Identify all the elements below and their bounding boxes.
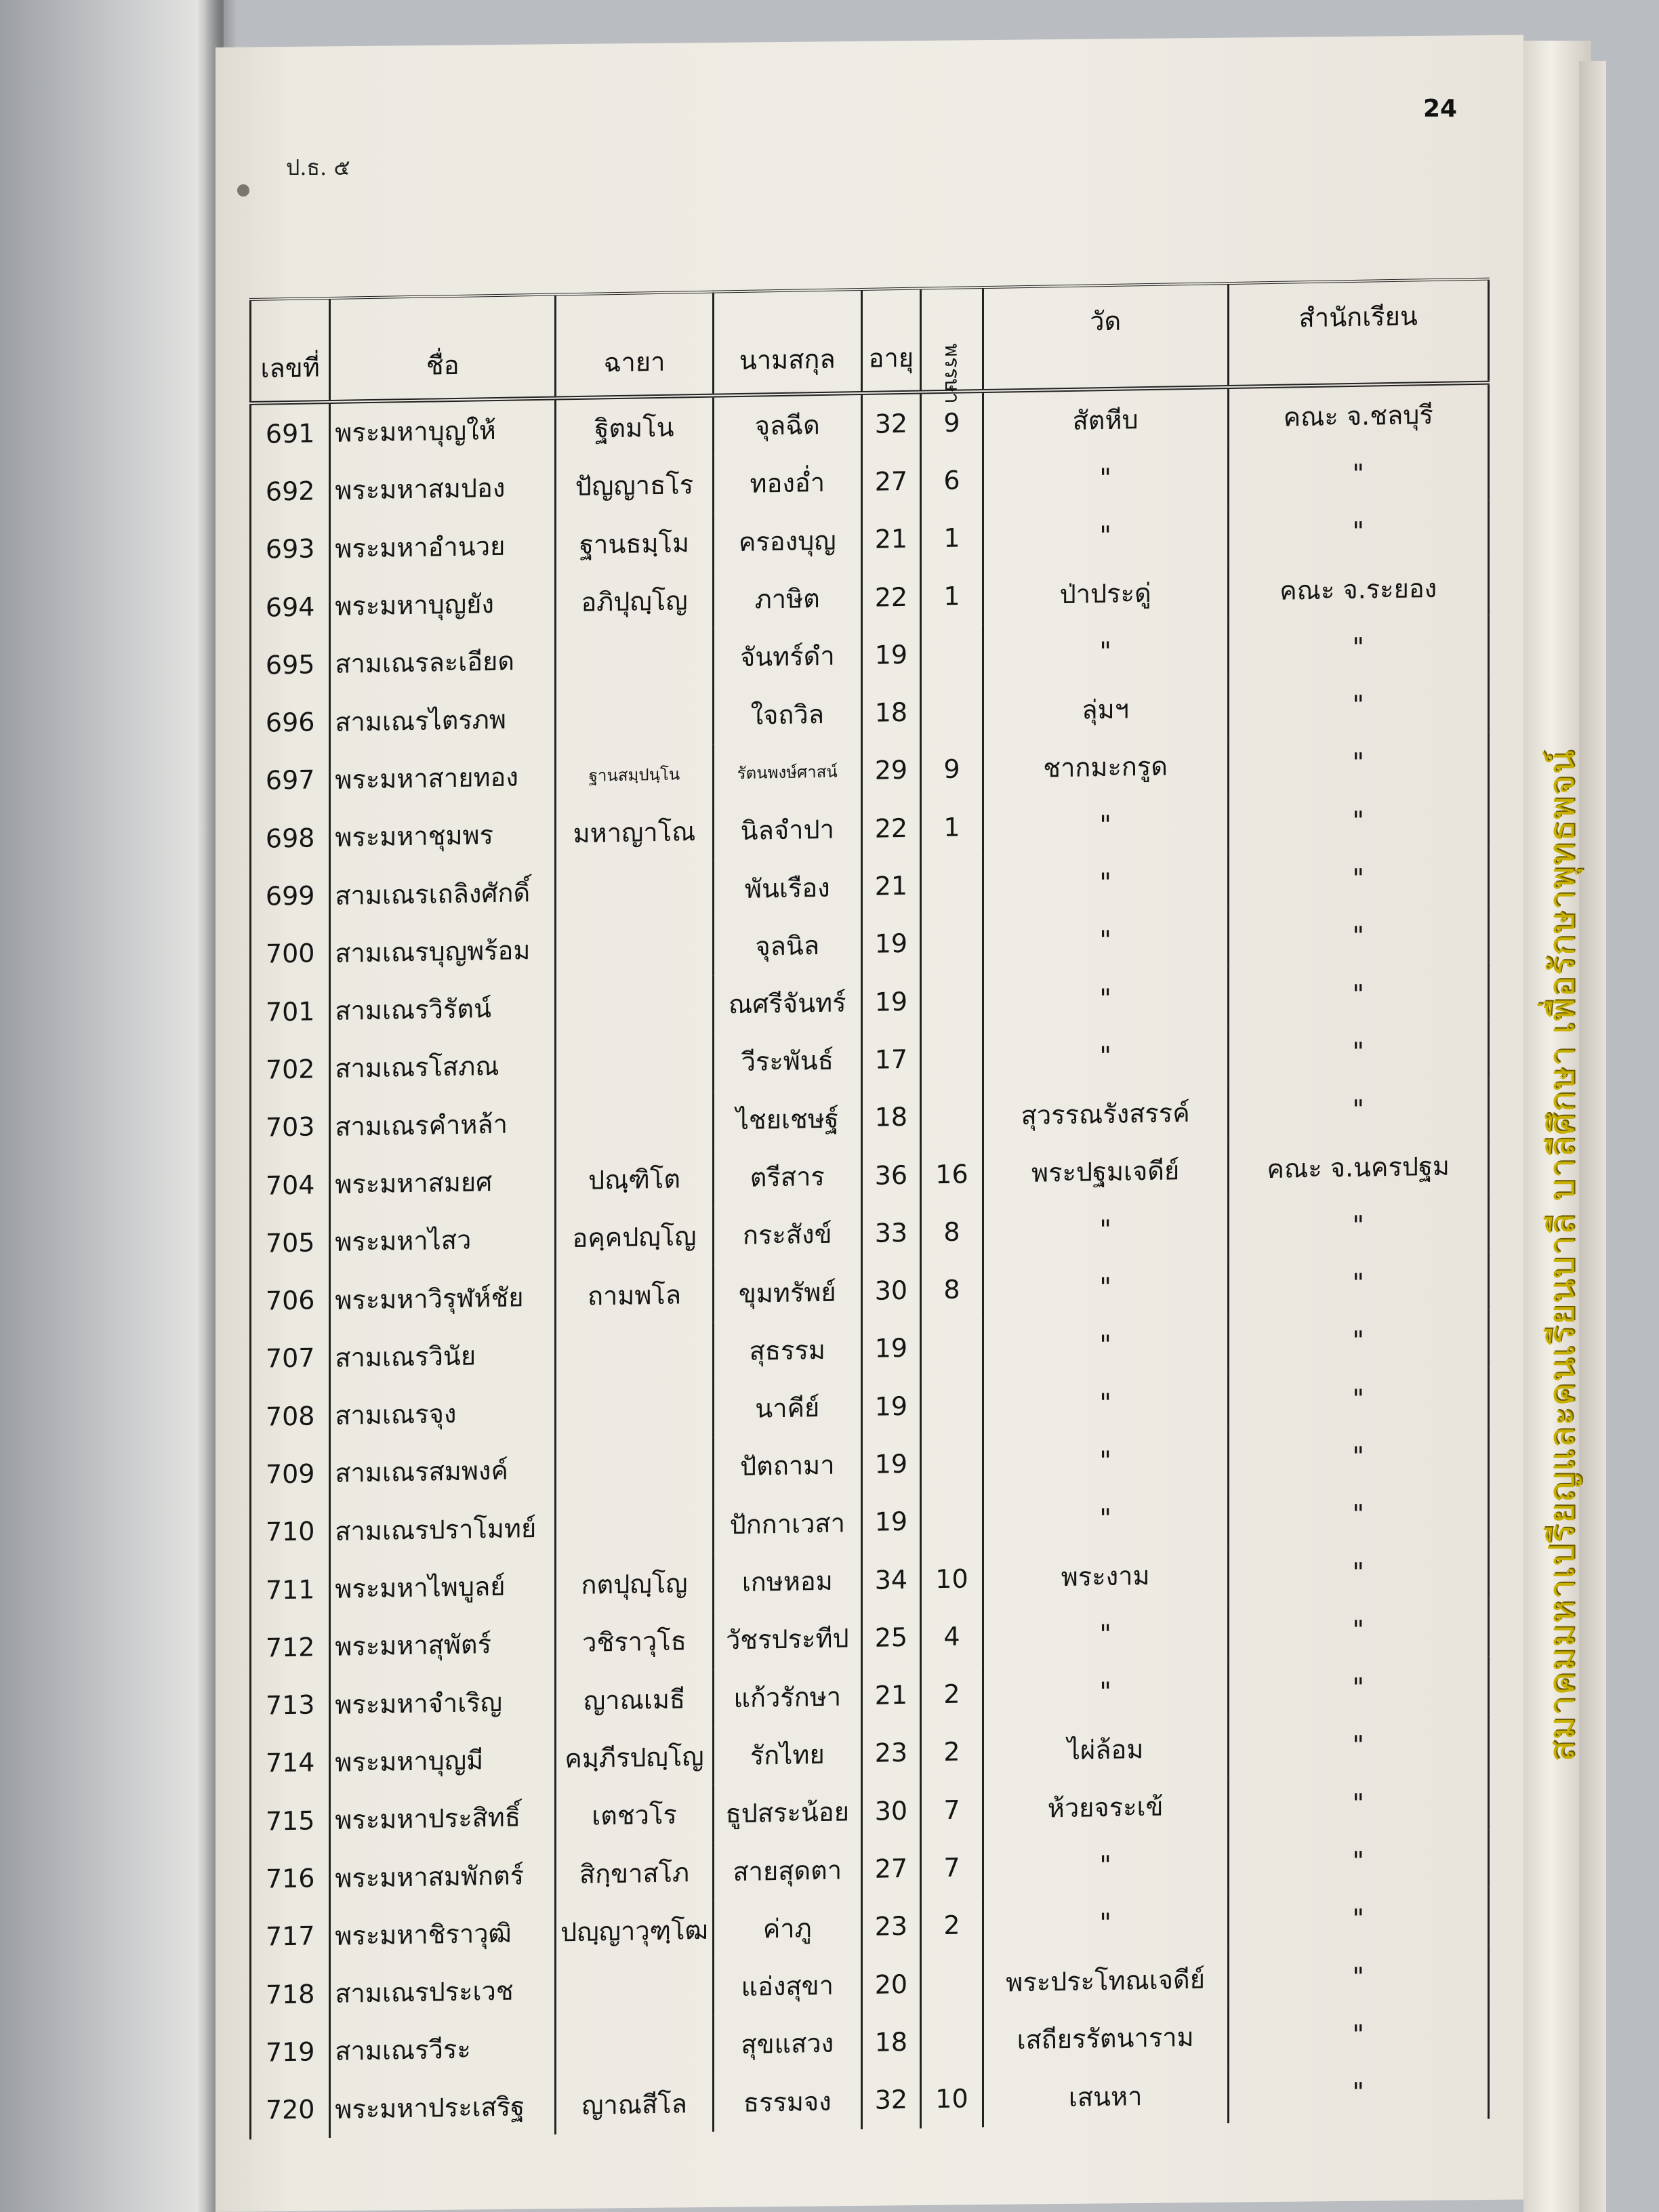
cell-wat: " xyxy=(983,620,1228,682)
cell-wat: " xyxy=(983,1488,1228,1549)
cell-chaya: กตปุญฺโญ xyxy=(556,1554,714,1614)
cell-school: " xyxy=(1228,1483,1488,1545)
cell-wat: " xyxy=(983,851,1228,913)
page-number: 24 xyxy=(1423,95,1458,123)
cell-chaya: ฐานธมฺโม xyxy=(556,513,714,573)
cell-name: พระมหาบุญยัง xyxy=(330,573,556,635)
cell-wat: " xyxy=(983,967,1228,1029)
cell-chaya: ปัญญาธโร xyxy=(556,455,714,516)
cell-surname: พันเรือง xyxy=(713,857,861,918)
cell-age: 21 xyxy=(861,857,921,916)
cell-chaya: สิกฺขาสโภ xyxy=(556,1843,714,1903)
cell-school: " xyxy=(1228,1599,1488,1661)
cell-wat: " xyxy=(983,1314,1228,1376)
cell-number: 698 xyxy=(265,823,315,854)
cell-age: 32 xyxy=(861,392,921,453)
cell-wat: " xyxy=(983,909,1228,971)
cell-wat: ห้วยจระเข้ xyxy=(983,1776,1228,1838)
cell-surname: รัตนพงษ์ศาสน์ xyxy=(713,742,861,802)
cell-number: 712 xyxy=(265,1632,315,1663)
cell-wat: ลุ่มฯ xyxy=(983,678,1228,740)
cell-age: 19 xyxy=(861,626,921,684)
cell-number: 695 xyxy=(265,649,315,680)
cell-pansa: 1 xyxy=(921,798,983,857)
cell-name: พระมหาบุญให้ xyxy=(330,398,556,462)
cell-pansa: 4 xyxy=(921,1607,983,1666)
cell-age: 18 xyxy=(861,1088,921,1147)
cell-number: 710 xyxy=(265,1516,315,1547)
cell-surname: ณศรีจันทร์ xyxy=(713,973,861,1033)
cell-age: 36 xyxy=(861,1145,921,1204)
cell-pansa xyxy=(921,971,983,1030)
cell-wat: ชากมะกรูด xyxy=(983,736,1228,798)
cell-pansa: 2 xyxy=(921,1723,983,1782)
cell-age: 18 xyxy=(861,2013,921,2072)
cell-number: 703 xyxy=(265,1111,315,1143)
cell-chaya xyxy=(556,1496,714,1556)
cell-age: 18 xyxy=(861,683,921,742)
cell-school: " xyxy=(1228,1715,1488,1777)
cell-pansa xyxy=(921,1492,983,1551)
cell-number: 704 xyxy=(265,1169,315,1201)
cell-name: สามเณรบุญพร้อม xyxy=(330,920,556,982)
col-header-chaya: ฉายา xyxy=(556,292,714,398)
cell-wat: " xyxy=(983,505,1228,567)
cell-number: 701 xyxy=(265,996,315,1027)
cell-name: พระมหาชิราวุฒิ xyxy=(330,1903,556,1965)
cell-chaya xyxy=(556,629,714,689)
cell-age: 22 xyxy=(861,799,921,858)
cell-wat: ป่าประดู่ xyxy=(983,562,1228,624)
cell-age: 19 xyxy=(861,1492,921,1551)
results-table xyxy=(249,278,1490,2139)
binding-hole xyxy=(237,184,249,197)
cell-wat: " xyxy=(983,1198,1228,1260)
cell-number: 717 xyxy=(265,1921,315,1952)
cell-number: 707 xyxy=(265,1343,315,1374)
cell-wat: " xyxy=(983,1429,1228,1491)
cell-number: 696 xyxy=(265,707,315,738)
cell-wat: " xyxy=(983,1256,1228,1318)
cell-name: พระมหาสมยศ xyxy=(330,1151,556,1213)
cell-surname: ปัตถามา xyxy=(713,1435,861,1496)
cell-pansa: 10 xyxy=(921,2070,983,2129)
cell-age: 30 xyxy=(861,1782,921,1841)
cell-school: " xyxy=(1228,616,1488,678)
cell-surname: ไชยเชษฐ์ xyxy=(713,1089,861,1149)
cell-school: " xyxy=(1228,1541,1488,1603)
cell-age: 19 xyxy=(861,1319,921,1378)
cell-pansa: 2 xyxy=(921,1896,983,1955)
cell-name: สามเณรปราโมทย์ xyxy=(330,1498,556,1560)
cell-surname: วัชรประทีป xyxy=(713,1609,861,1669)
level-label: ป.ธ. ๕ xyxy=(286,155,350,180)
cell-chaya xyxy=(556,1033,714,1094)
cell-wat: พระงาม xyxy=(983,1545,1228,1607)
cell-chaya xyxy=(556,1438,714,1498)
cell-number: 708 xyxy=(265,1401,315,1432)
cell-number: 697 xyxy=(265,764,315,796)
cell-pansa: 8 xyxy=(921,1261,983,1319)
cell-number: 693 xyxy=(265,533,315,565)
cell-surname: สุขแสวง xyxy=(713,2013,861,2074)
cell-pansa xyxy=(921,624,983,683)
cell-chaya: วชิราวุโธ xyxy=(556,1612,714,1672)
cell-wat: " xyxy=(983,1892,1228,1954)
cell-age: 19 xyxy=(861,972,921,1031)
cell-surname: ธรรมจง xyxy=(713,2072,861,2132)
cell-pansa: 9 xyxy=(921,740,983,799)
cell-age: 21 xyxy=(861,510,921,569)
cell-school: " xyxy=(1228,1252,1488,1314)
cell-surname: จุลฉีด xyxy=(713,393,861,455)
cell-pansa xyxy=(921,855,983,914)
cell-name: พระมหาสมปอง xyxy=(330,458,556,520)
cell-school: " xyxy=(1228,443,1488,505)
cell-school: " xyxy=(1228,2061,1488,2123)
cell-name: พระมหาสุพัตร์ xyxy=(330,1614,556,1676)
cell-wat: สุวรรณรังสรรค์ xyxy=(983,1083,1228,1145)
cell-number: 692 xyxy=(265,476,315,507)
cell-surname: ปักกาเวสา xyxy=(713,1494,861,1554)
cell-age: 29 xyxy=(861,741,921,800)
cell-name: สามเณรจุง xyxy=(330,1383,556,1445)
cell-pansa xyxy=(921,1029,983,1088)
cell-chaya: คมฺภีรปญฺโญ xyxy=(556,1727,714,1787)
cell-name: พระมหาประเสริฐ xyxy=(330,2076,556,2138)
cell-number: 705 xyxy=(265,1227,315,1258)
cell-pansa xyxy=(921,1376,983,1435)
cell-pansa: 6 xyxy=(921,451,983,510)
cell-surname: แอ่งสุขา xyxy=(713,1956,861,2016)
cell-chaya xyxy=(556,918,714,978)
cell-wat: เสนหา xyxy=(983,2066,1228,2127)
cell-surname: สุธรรม xyxy=(713,1320,861,1380)
cell-school: " xyxy=(1228,674,1488,736)
cell-surname: สายสุดตา xyxy=(713,1840,861,1900)
cell-name: พระมหาจำเริญ xyxy=(330,1672,556,1734)
cell-school: " xyxy=(1228,731,1488,794)
cell-name: พระมหาไสว xyxy=(330,1210,556,1271)
cell-school: คณะ จ.ชลบุรี xyxy=(1228,383,1488,447)
cell-age: 32 xyxy=(861,2070,921,2129)
cell-chaya: ญาณเมธี xyxy=(556,1669,714,1729)
col-header-name: ชื่อ xyxy=(330,295,556,403)
cell-number: 720 xyxy=(265,2094,315,2125)
cell-age: 23 xyxy=(861,1723,921,1782)
cell-chaya: มหาญาโณ xyxy=(556,802,714,863)
cell-school: " xyxy=(1228,1368,1488,1430)
cell-name: พระมหาบุญมี xyxy=(330,1729,556,1791)
cell-name: พระมหาอำนวย xyxy=(330,516,556,577)
col-header-wat: วัด xyxy=(983,283,1228,391)
cell-name: พระมหาไพบูลย์ xyxy=(330,1556,556,1618)
cell-surname: รักไทย xyxy=(713,1725,861,1785)
cell-name: พระมหาชุมพร xyxy=(330,805,556,867)
table-body xyxy=(251,383,1489,2139)
cell-name: สามเณรวิรัตน์ xyxy=(330,978,556,1040)
cell-pansa xyxy=(921,914,983,972)
cell-chaya xyxy=(556,2016,714,2076)
cell-chaya xyxy=(556,860,714,920)
cell-age: 19 xyxy=(861,1435,921,1494)
cell-school: " xyxy=(1228,1887,1488,1950)
watermark-text: สมาคมมหาเปรียญและคนเรียนบาลี บาลีศึกษา เพื่อรักษาพุทธพจน์ xyxy=(1542,750,1582,1762)
cell-pansa: 16 xyxy=(921,1145,983,1204)
cell-age: 27 xyxy=(861,1839,921,1898)
cell-name: สามเณรเถลิงศักดิ์ xyxy=(330,863,556,924)
cell-age: 30 xyxy=(861,1261,921,1320)
cell-chaya xyxy=(556,1091,714,1151)
cell-pansa: 7 xyxy=(921,1780,983,1839)
cell-school: " xyxy=(1228,2003,1488,2066)
cell-surname: วีระพันธ์ xyxy=(713,1031,861,1091)
cell-school: " xyxy=(1228,500,1488,562)
cell-wat: " xyxy=(983,1372,1228,1433)
cell-age: 25 xyxy=(861,1608,921,1667)
cell-number: 714 xyxy=(265,1747,315,1779)
cell-name: สามเณรวีระ xyxy=(330,2019,556,2081)
cell-pansa: 7 xyxy=(921,1838,983,1897)
cell-surname: ทองอ่ำ xyxy=(713,453,861,513)
cell-name: พระมหาประสิทธิ์ xyxy=(330,1788,556,1849)
cell-chaya: ปญฺญาวุฑฺโฒ xyxy=(556,1900,714,1961)
cell-wat: " xyxy=(983,794,1228,855)
cell-surname: ค่าภู xyxy=(713,1898,861,1959)
cell-chaya xyxy=(556,1380,714,1441)
cell-chaya: เตชวโร xyxy=(556,1785,714,1845)
cell-number: 716 xyxy=(265,1863,315,1894)
col-header-school: สำนักเรียน xyxy=(1228,279,1488,387)
cell-school: " xyxy=(1228,1772,1488,1835)
cell-wat: พระประโทณเจดีย์ xyxy=(983,1950,1228,2011)
cell-pansa: 1 xyxy=(921,567,983,626)
cell-surname: กระสังข์ xyxy=(713,1204,861,1265)
cell-number: 700 xyxy=(265,938,315,969)
cell-wat: " xyxy=(983,1025,1228,1086)
cell-surname: ตรีสาร xyxy=(713,1147,861,1207)
cell-surname: จันทร์ดำ xyxy=(713,626,861,687)
cell-chaya: อภิปุญฺโญ xyxy=(556,571,714,632)
cell-name: พระมหาวิรุฬห์ชัย xyxy=(330,1267,556,1329)
cell-chaya xyxy=(556,687,714,747)
cell-age: 19 xyxy=(861,1377,921,1436)
cell-school: " xyxy=(1228,1194,1488,1256)
cell-surname: ธูปสระน้อย xyxy=(713,1782,861,1843)
col-header-pansa xyxy=(921,287,983,404)
cell-pansa xyxy=(921,682,983,741)
cell-pansa: 1 xyxy=(921,509,983,568)
left-page xyxy=(0,0,224,2212)
cell-age: 20 xyxy=(861,1955,921,2014)
cell-name: สามเณรไตรภพ xyxy=(330,689,556,751)
cell-name: พระมหาสมพักตร์ xyxy=(330,1845,556,1907)
cell-wat: " xyxy=(983,1661,1228,1723)
cell-surname: นาคีย์ xyxy=(713,1378,861,1438)
col-header-pansa-label: พรรษา xyxy=(939,343,964,404)
cell-chaya xyxy=(556,976,714,1036)
cell-school: " xyxy=(1228,1078,1488,1141)
cell-pansa xyxy=(921,1087,983,1146)
cell-school: " xyxy=(1228,963,1488,1025)
cell-pansa: 10 xyxy=(921,1549,983,1608)
cell-age: 27 xyxy=(861,452,921,511)
cell-pansa xyxy=(921,2011,983,2070)
cell-surname: ขุมทรัพย์ xyxy=(713,1262,861,1322)
cell-age: 17 xyxy=(861,1030,921,1089)
cell-name: สามเณรละเอียด xyxy=(330,632,556,693)
cell-number: 699 xyxy=(265,880,315,912)
cell-wat: สัตหีบ xyxy=(983,387,1228,451)
cell-chaya: อคฺคปญฺโญ xyxy=(556,1207,714,1267)
register-table-wrap xyxy=(249,278,1490,2139)
cell-surname: เกษหอม xyxy=(713,1551,861,1612)
cell-name: สามเณรประเวช xyxy=(330,1961,556,2023)
cell-surname: นิลจำปา xyxy=(713,800,861,860)
cell-surname: จุลนิล xyxy=(713,916,861,976)
cell-wat: ไผ่ล้อม xyxy=(983,1719,1228,1780)
cell-wat: " xyxy=(983,1603,1228,1664)
cell-school: " xyxy=(1228,1021,1488,1083)
col-header-surname: นามสกุล xyxy=(713,289,861,396)
cell-name: สามเณรคำหล้า xyxy=(330,1094,556,1155)
cell-school: " xyxy=(1228,1309,1488,1372)
cell-age: 34 xyxy=(861,1551,921,1610)
cell-number: 719 xyxy=(265,2036,315,2068)
cell-age: 21 xyxy=(861,1666,921,1725)
cell-age: 23 xyxy=(861,1897,921,1956)
cell-chaya xyxy=(556,1322,714,1382)
cell-number: 694 xyxy=(265,591,315,623)
cell-number: 709 xyxy=(265,1458,315,1490)
cell-school: " xyxy=(1228,790,1488,852)
cell-number: 713 xyxy=(265,1689,315,1721)
cell-school: " xyxy=(1228,1656,1488,1719)
cell-chaya: ฐิตมโน xyxy=(556,396,714,458)
cell-wat: " xyxy=(983,1834,1228,1896)
cell-number: 715 xyxy=(265,1805,315,1837)
cell-number: 702 xyxy=(265,1054,315,1085)
cell-surname: แก้วรักษา xyxy=(713,1667,861,1727)
cell-name: สามเณรโสภณ xyxy=(330,1036,556,1098)
cell-surname: ภาษิต xyxy=(713,569,861,629)
cell-school: คณะ จ.ระยอง xyxy=(1228,558,1488,621)
cell-number: 711 xyxy=(265,1574,315,1605)
cell-surname: ครองบุญ xyxy=(713,511,861,571)
cell-chaya xyxy=(556,1959,714,2019)
cell-age: 33 xyxy=(861,1204,921,1263)
cell-school: " xyxy=(1228,1946,1488,2008)
cell-number: 691 xyxy=(265,418,315,449)
cell-name: สามเณรสมพงค์ xyxy=(330,1441,556,1502)
cell-name: สามเณรวินัย xyxy=(330,1325,556,1387)
cell-school: " xyxy=(1228,905,1488,967)
cell-pansa xyxy=(921,1433,983,1492)
cell-pansa xyxy=(921,1318,983,1377)
cell-pansa: 2 xyxy=(921,1665,983,1724)
table-header-row xyxy=(251,279,1489,403)
cell-wat: เสถียรรัตนาราม xyxy=(983,2007,1228,2069)
cell-number: 706 xyxy=(265,1285,315,1316)
cell-age: 19 xyxy=(861,914,921,973)
cell-school: " xyxy=(1228,847,1488,909)
col-header-age: อายุ xyxy=(861,289,921,393)
cell-surname: ใจถวิล xyxy=(713,684,861,745)
cell-pansa: 8 xyxy=(921,1202,983,1261)
cell-age: 22 xyxy=(861,567,921,626)
cell-school: " xyxy=(1228,1425,1488,1488)
cell-school: " xyxy=(1228,1830,1488,1892)
cell-pansa xyxy=(921,1954,983,2013)
cell-wat: พระปฐมเจดีย์ xyxy=(983,1141,1228,1202)
cell-chaya: ถามพโล xyxy=(556,1265,714,1325)
cell-chaya: ปณฺฑิโต xyxy=(556,1149,714,1210)
cell-school: คณะ จ.นครปฐม xyxy=(1228,1136,1488,1199)
cell-wat: " xyxy=(983,447,1228,508)
cell-chaya: ฐานสมฺปนฺโน xyxy=(556,744,714,804)
cell-chaya: ญาณสีโล xyxy=(556,2074,714,2134)
col-header-number: เลขที่ xyxy=(251,298,330,403)
cell-pansa: 9 xyxy=(921,391,983,452)
cell-number: 718 xyxy=(265,1979,315,2010)
cell-name: พระมหาสายทอง xyxy=(330,747,556,808)
